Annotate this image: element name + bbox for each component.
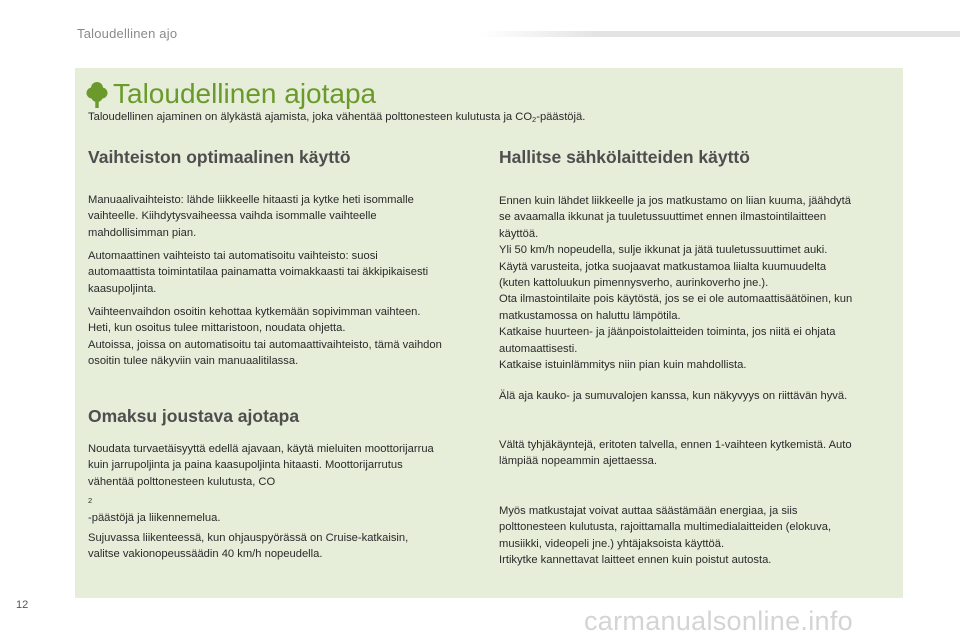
paragraph-cabin-cooling: Ennen kuin lähdet liikkeelle ja jos matkustamo on liian kuuma, jäähdytä se avaamalla ikkunat ja tuuletussuuttimet ennen ilmastointilaitteen käyttöä. Yli 50 km/h nopeudella, sulje ikkunat ja jätä tuuletussuuttimet auki. Käytä varusteita, jotka suojaavat matkustamoa liialta kuumuudelta (kuten kattoluukun pimennysverho, aurinkoverho jne.). Ota ilmastointilaite pois käytöstä, jos se ei ole automaattisäätöinen, kun matkustamossa on haluttu lämpötila. Katkaise huurteen- ja jäänpoistolaitteiden toiminta, jos niitä ei ohjata automaattisesti. Katkaise istuinlämmitys niin pian kuin mahdollista. <box>499 195 853 372</box>
page-number: 12 <box>16 599 29 611</box>
header-title: Taloudellinen ajo <box>77 26 178 41</box>
paragraph-automatic-gearbox: Automaattinen vaihteisto tai automatisoitu vaihteisto: suosi automaattista toimintatilaa painamatta voimakkaasti tai äkkipikaisesti kaasupoljinta. <box>88 250 429 295</box>
watermark: carmanualsonline.info <box>584 606 853 636</box>
section-heading-electrical: Hallitse sähkölaitteiden käyttö <box>499 147 750 167</box>
paragraph-passengers: Myös matkustajat voivat auttaa säästämään energiaa, ja siis polttonesteen kulutusta, rajoittamalla multimedialaitteiden (elokuva, musiikki, videopeli jne.) yhtäjaksoista käyttöä. Irtikytke kannettavat laitteet ennen kuin poistut autosta. <box>499 505 832 567</box>
intro-text: Taloudellinen ajaminen on älykästä ajamista, joka vähentää polttonesteen kulutusta ja $CO_2$-päästöjä. <box>88 111 586 124</box>
section-heading-driving-style: Omaksu joustava ajotapa <box>88 406 300 426</box>
paragraph-cruise-control: Sujuvassa liikenteessä, kun ohjauspyörässä on Cruise-katkaisin, valitse vakionopeussäädin 40 km/h nopeudella. <box>88 532 409 561</box>
section-heading-gearbox: Vaihteiston optimaalinen käyttö <box>88 147 351 167</box>
paragraph-manual-gearbox: Manuaalivaihteisto: lähde liikkeelle hitaasti ja kytke heti isommalle vaihteelle. Kiihdytysvaiheessa vaihda isommalle vaihteelle mahdollisimman pian. <box>88 194 414 239</box>
paragraph-lights: Älä aja kauko- ja sumuvalojen kanssa, kun näkyvyys on riittävän hyvä. <box>499 390 848 402</box>
page-title: Taloudellinen ajotapa <box>113 78 377 109</box>
paragraph-idling: Vältä tyhjäkäyntejä, eritoten talvella, ennen 1-vaihteen kytkemistä. Auto lämpiää nopeammin ajettaessa. <box>499 439 852 468</box>
tree-icon <box>86 81 108 109</box>
paragraph-gear-indicator: Vaihteenvaihdon osoitin kehottaa kytkemään sopivimman vaihteen. Heti, kun osoitus tulee mittaristoon, noudata ohjetta. Autoissa, joissa on automatisoitu tai automaattivaihteisto, tämä vaihdon osoitin tulee näkyviin vain manuaalitilassa. <box>88 306 442 368</box>
paragraph-safe-distance: Noudata turvaetäisyyttä edellä ajavaan, käytä mieluiten moottorijarrua kuin jarrupoljinta ja paina kaasupoljinta hitaasti. Moottorijarrutus vähentää polttonesteen kulutusta, CO $_2$ -päästöjä ja liikennemelua. <box>88 443 434 524</box>
header-bar <box>480 31 960 37</box>
